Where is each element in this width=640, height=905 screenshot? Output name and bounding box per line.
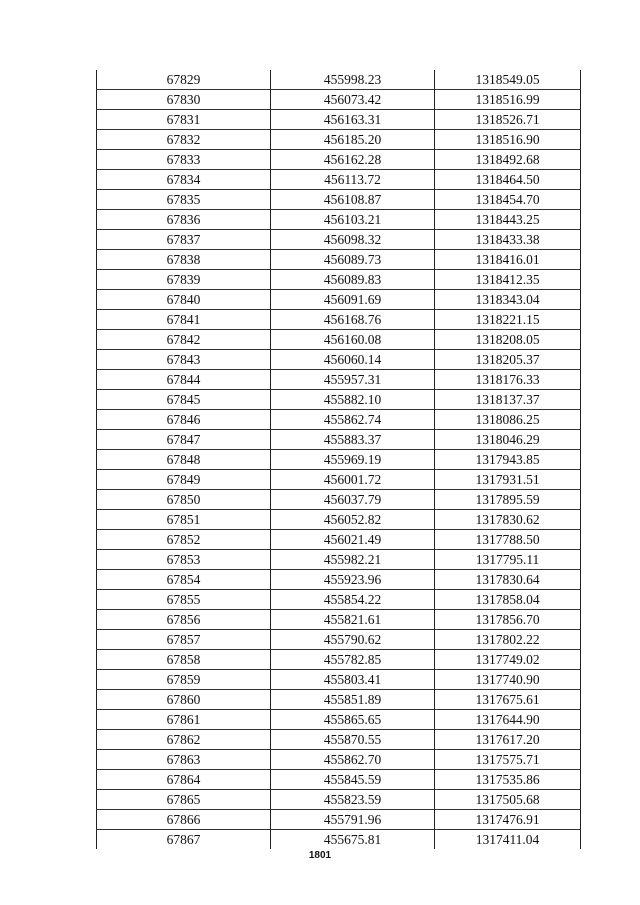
- table-row: [97, 310, 581, 330]
- x-coordinate-cell: 456001.72: [271, 470, 435, 490]
- x-coordinate-cell: 456021.49: [271, 530, 435, 550]
- point-id-cell: 67847: [97, 430, 271, 450]
- y-coordinate-cell: 1317931.51: [435, 470, 581, 490]
- x-coordinate-cell: 456108.87: [271, 190, 435, 210]
- table-row: [97, 410, 581, 430]
- x-coordinate-cell: 456103.21: [271, 210, 435, 230]
- point-id-cell: 67842: [97, 330, 271, 350]
- point-id-cell: 67841: [97, 310, 271, 330]
- y-coordinate-cell: 1317802.22: [435, 630, 581, 650]
- point-id-cell: 67829: [97, 70, 271, 90]
- table-row: [97, 350, 581, 370]
- point-id-cell: 67830: [97, 90, 271, 110]
- x-coordinate-cell: 455923.96: [271, 570, 435, 590]
- table-row: [97, 150, 581, 170]
- point-id-cell: 67851: [97, 510, 271, 530]
- x-coordinate-cell: 455823.59: [271, 790, 435, 810]
- coordinate-table: [96, 70, 581, 849]
- y-coordinate-cell: 1317644.90: [435, 710, 581, 730]
- point-id-cell: 67844: [97, 370, 271, 390]
- x-coordinate-cell: 456160.08: [271, 330, 435, 350]
- x-coordinate-cell: 456163.31: [271, 110, 435, 130]
- x-coordinate-cell: 455854.22: [271, 590, 435, 610]
- point-id-cell: 67846: [97, 410, 271, 430]
- y-coordinate-cell: 1318412.35: [435, 270, 581, 290]
- point-id-cell: 67862: [97, 730, 271, 750]
- x-coordinate-cell: 455782.85: [271, 650, 435, 670]
- x-coordinate-cell: 455851.89: [271, 690, 435, 710]
- y-coordinate-cell: 1317943.85: [435, 450, 581, 470]
- table-row: [97, 390, 581, 410]
- x-coordinate-cell: 456168.76: [271, 310, 435, 330]
- y-coordinate-cell: 1318454.70: [435, 190, 581, 210]
- y-coordinate-cell: 1317749.02: [435, 650, 581, 670]
- y-coordinate-cell: 1318464.50: [435, 170, 581, 190]
- point-id-cell: 67835: [97, 190, 271, 210]
- y-coordinate-cell: 1318137.37: [435, 390, 581, 410]
- table-row: [97, 130, 581, 150]
- point-id-cell: 67860: [97, 690, 271, 710]
- x-coordinate-cell: 456089.83: [271, 270, 435, 290]
- point-id-cell: 67840: [97, 290, 271, 310]
- table-row: [97, 630, 581, 650]
- x-coordinate-cell: 456091.69: [271, 290, 435, 310]
- point-id-cell: 67848: [97, 450, 271, 470]
- x-coordinate-cell: 455865.65: [271, 710, 435, 730]
- x-coordinate-cell: 455862.70: [271, 750, 435, 770]
- y-coordinate-cell: 1317788.50: [435, 530, 581, 550]
- point-id-cell: 67839: [97, 270, 271, 290]
- table-row: [97, 830, 581, 850]
- point-id-cell: 67833: [97, 150, 271, 170]
- x-coordinate-cell: 455883.37: [271, 430, 435, 450]
- x-coordinate-cell: 455998.23: [271, 70, 435, 90]
- x-coordinate-cell: 456073.42: [271, 90, 435, 110]
- table-row: [97, 250, 581, 270]
- table-row: [97, 490, 581, 510]
- point-id-cell: 67864: [97, 770, 271, 790]
- table-row: [97, 210, 581, 230]
- y-coordinate-cell: 1318433.38: [435, 230, 581, 250]
- point-id-cell: 67843: [97, 350, 271, 370]
- point-id-cell: 67859: [97, 670, 271, 690]
- x-coordinate-cell: 456060.14: [271, 350, 435, 370]
- point-id-cell: 67831: [97, 110, 271, 130]
- x-coordinate-cell: 455969.19: [271, 450, 435, 470]
- y-coordinate-cell: 1318492.68: [435, 150, 581, 170]
- point-id-cell: 67838: [97, 250, 271, 270]
- y-coordinate-cell: 1318205.37: [435, 350, 581, 370]
- table-row: [97, 510, 581, 530]
- table-row: [97, 530, 581, 550]
- table-row: [97, 670, 581, 690]
- table-row: [97, 690, 581, 710]
- point-id-cell: 67849: [97, 470, 271, 490]
- y-coordinate-cell: 1317535.86: [435, 770, 581, 790]
- point-id-cell: 67857: [97, 630, 271, 650]
- table-row: [97, 550, 581, 570]
- point-id-cell: 67845: [97, 390, 271, 410]
- table-row: [97, 450, 581, 470]
- y-coordinate-cell: 1317411.04: [435, 830, 581, 850]
- y-coordinate-cell: 1317858.04: [435, 590, 581, 610]
- x-coordinate-cell: 455790.62: [271, 630, 435, 650]
- table-row: [97, 810, 581, 830]
- coordinate-table-body: [97, 70, 581, 849]
- x-coordinate-cell: 455882.10: [271, 390, 435, 410]
- table-row: [97, 590, 581, 610]
- y-coordinate-cell: 1317505.68: [435, 790, 581, 810]
- point-id-cell: 67865: [97, 790, 271, 810]
- y-coordinate-cell: 1317740.90: [435, 670, 581, 690]
- table-row: [97, 70, 581, 90]
- y-coordinate-cell: 1318343.04: [435, 290, 581, 310]
- y-coordinate-cell: 1318443.25: [435, 210, 581, 230]
- y-coordinate-cell: 1318526.71: [435, 110, 581, 130]
- table-row: [97, 710, 581, 730]
- page-number: 1801: [308, 850, 332, 861]
- y-coordinate-cell: 1317830.64: [435, 570, 581, 590]
- table-row: [97, 610, 581, 630]
- table-row: [97, 170, 581, 190]
- point-id-cell: 67853: [97, 550, 271, 570]
- y-coordinate-cell: 1317575.71: [435, 750, 581, 770]
- x-coordinate-cell: 455982.21: [271, 550, 435, 570]
- y-coordinate-cell: 1318176.33: [435, 370, 581, 390]
- table-row: [97, 770, 581, 790]
- table-row: [97, 750, 581, 770]
- y-coordinate-cell: 1317675.61: [435, 690, 581, 710]
- point-id-cell: 67834: [97, 170, 271, 190]
- point-id-cell: 67836: [97, 210, 271, 230]
- table-row: [97, 110, 581, 130]
- point-id-cell: 67854: [97, 570, 271, 590]
- table-row: [97, 430, 581, 450]
- y-coordinate-cell: 1318416.01: [435, 250, 581, 270]
- table-row: [97, 790, 581, 810]
- table-row: [97, 90, 581, 110]
- y-coordinate-cell: 1317476.91: [435, 810, 581, 830]
- x-coordinate-cell: 456162.28: [271, 150, 435, 170]
- point-id-cell: 67855: [97, 590, 271, 610]
- point-id-cell: 67832: [97, 130, 271, 150]
- table-row: [97, 230, 581, 250]
- x-coordinate-cell: 456185.20: [271, 130, 435, 150]
- table-row: [97, 470, 581, 490]
- x-coordinate-cell: 455870.55: [271, 730, 435, 750]
- x-coordinate-cell: 455675.81: [271, 830, 435, 850]
- y-coordinate-cell: 1318208.05: [435, 330, 581, 350]
- y-coordinate-cell: 1318221.15: [435, 310, 581, 330]
- x-coordinate-cell: 456098.32: [271, 230, 435, 250]
- table-row: [97, 290, 581, 310]
- point-id-cell: 67863: [97, 750, 271, 770]
- table-row: [97, 190, 581, 210]
- y-coordinate-cell: 1318549.05: [435, 70, 581, 90]
- x-coordinate-cell: 456052.82: [271, 510, 435, 530]
- y-coordinate-cell: 1317856.70: [435, 610, 581, 630]
- table-row: [97, 650, 581, 670]
- x-coordinate-cell: 456089.73: [271, 250, 435, 270]
- point-id-cell: 67866: [97, 810, 271, 830]
- table-row: [97, 370, 581, 390]
- point-id-cell: 67867: [97, 830, 271, 850]
- y-coordinate-cell: 1318516.99: [435, 90, 581, 110]
- y-coordinate-cell: 1318516.90: [435, 130, 581, 150]
- table-row: [97, 730, 581, 750]
- y-coordinate-cell: 1318086.25: [435, 410, 581, 430]
- x-coordinate-cell: 455957.31: [271, 370, 435, 390]
- table-row: [97, 330, 581, 350]
- x-coordinate-cell: 456113.72: [271, 170, 435, 190]
- x-coordinate-cell: 455791.96: [271, 810, 435, 830]
- x-coordinate-cell: 455845.59: [271, 770, 435, 790]
- y-coordinate-cell: 1318046.29: [435, 430, 581, 450]
- point-id-cell: 67856: [97, 610, 271, 630]
- point-id-cell: 67858: [97, 650, 271, 670]
- x-coordinate-cell: 455803.41: [271, 670, 435, 690]
- point-id-cell: 67850: [97, 490, 271, 510]
- y-coordinate-cell: 1317617.20: [435, 730, 581, 750]
- point-id-cell: 67852: [97, 530, 271, 550]
- y-coordinate-cell: 1317895.59: [435, 490, 581, 510]
- y-coordinate-cell: 1317830.62: [435, 510, 581, 530]
- table-row: [97, 570, 581, 590]
- x-coordinate-cell: 455862.74: [271, 410, 435, 430]
- x-coordinate-cell: 455821.61: [271, 610, 435, 630]
- x-coordinate-cell: 456037.79: [271, 490, 435, 510]
- point-id-cell: 67861: [97, 710, 271, 730]
- table-row: [97, 270, 581, 290]
- y-coordinate-cell: 1317795.11: [435, 550, 581, 570]
- point-id-cell: 67837: [97, 230, 271, 250]
